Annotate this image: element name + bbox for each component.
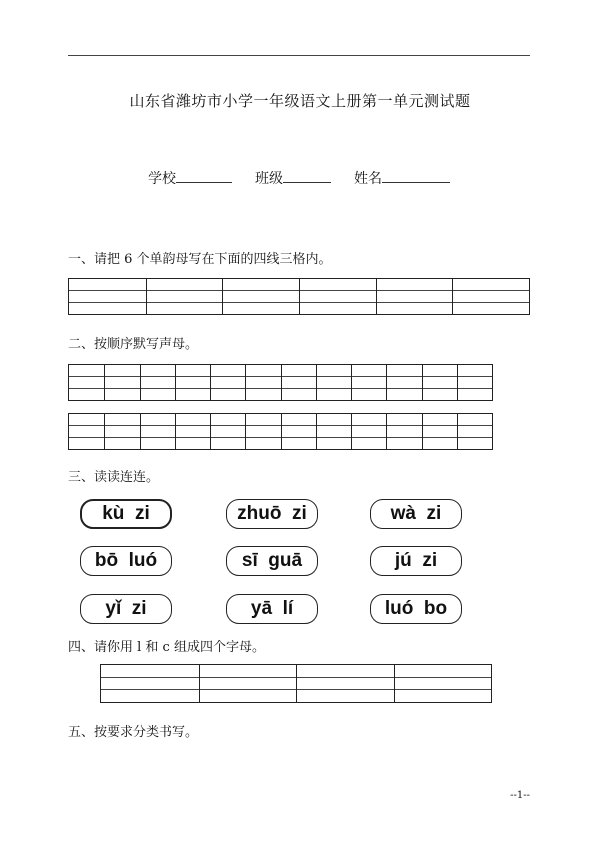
grid-cell-divider: [104, 414, 105, 449]
grid-cell-divider: [351, 365, 352, 400]
name-blank[interactable]: [382, 170, 450, 183]
pinyin-word-pill[interactable]: luó bo: [370, 594, 462, 624]
grid-cell-divider: [386, 365, 387, 400]
grid-cell-divider: [316, 365, 317, 400]
grid-cell-divider: [146, 279, 147, 314]
grid-cell-divider: [199, 665, 200, 702]
pinyin-word-pill[interactable]: bō luó: [80, 546, 172, 576]
four-line-grid-q4[interactable]: [100, 664, 492, 703]
grid-cell-divider: [316, 414, 317, 449]
four-line-grid-q2-row2[interactable]: [68, 413, 493, 450]
grid-cell-divider: [422, 365, 423, 400]
grid-cell-divider: [281, 414, 282, 449]
pinyin-word-pill[interactable]: sī guā: [226, 546, 318, 576]
grid-cell-divider: [245, 414, 246, 449]
pinyin-word-pill[interactable]: yā lí: [226, 594, 318, 624]
class-field: [255, 168, 331, 188]
grid-cell-divider: [245, 365, 246, 400]
four-line-grid-q1[interactable]: [68, 278, 530, 315]
question-4: 四、请你用 l 和 c 组成四个字母。: [68, 640, 265, 655]
grid-cell-divider: [281, 365, 282, 400]
grid-cell-divider: [452, 279, 453, 314]
question-5: 五、按要求分类书写。: [68, 725, 199, 740]
grid-cell-divider: [210, 365, 211, 400]
page-number: --1--: [510, 790, 530, 801]
grid-cell-divider: [222, 279, 223, 314]
pinyin-word-pill[interactable]: wà zi: [370, 499, 462, 529]
grid-cell-divider: [457, 414, 458, 449]
page-title: 山东省潍坊市小学一年级语文上册第一单元测试题: [129, 92, 471, 110]
grid-cell-divider: [140, 365, 141, 400]
school-label: 学校: [148, 171, 176, 187]
pinyin-word-pill[interactable]: kù zi: [80, 499, 172, 529]
grid-cell-divider: [104, 365, 105, 400]
grid-cell-divider: [140, 414, 141, 449]
top-rule: [68, 55, 530, 56]
class-blank[interactable]: [283, 170, 331, 183]
school-field: [148, 168, 232, 188]
pinyin-word-pill[interactable]: yǐ zi: [80, 594, 172, 624]
question-1: 一、请把 6 个单韵母写在下面的四线三格内。: [68, 252, 332, 267]
grid-cell-divider: [299, 279, 300, 314]
school-blank[interactable]: [176, 170, 232, 183]
name-label: 姓名: [354, 171, 382, 187]
grid-cell-divider: [394, 665, 395, 702]
pinyin-word-pill[interactable]: jú zi: [370, 546, 462, 576]
grid-cell-divider: [351, 414, 352, 449]
grid-cell-divider: [376, 279, 377, 314]
grid-cell-divider: [386, 414, 387, 449]
question-3: 三、读读连连。: [68, 470, 160, 485]
grid-cell-divider: [457, 365, 458, 400]
class-label: 班级: [255, 171, 283, 187]
name-field: [354, 168, 450, 188]
question-2: 二、按顺序默写声母。: [68, 337, 199, 352]
grid-cell-divider: [296, 665, 297, 702]
grid-cell-divider: [422, 414, 423, 449]
grid-cell-divider: [210, 414, 211, 449]
grid-cell-divider: [175, 414, 176, 449]
grid-cell-divider: [175, 365, 176, 400]
pinyin-word-pill[interactable]: zhuō zi: [226, 499, 318, 529]
four-line-grid-q2-row1[interactable]: [68, 364, 493, 401]
